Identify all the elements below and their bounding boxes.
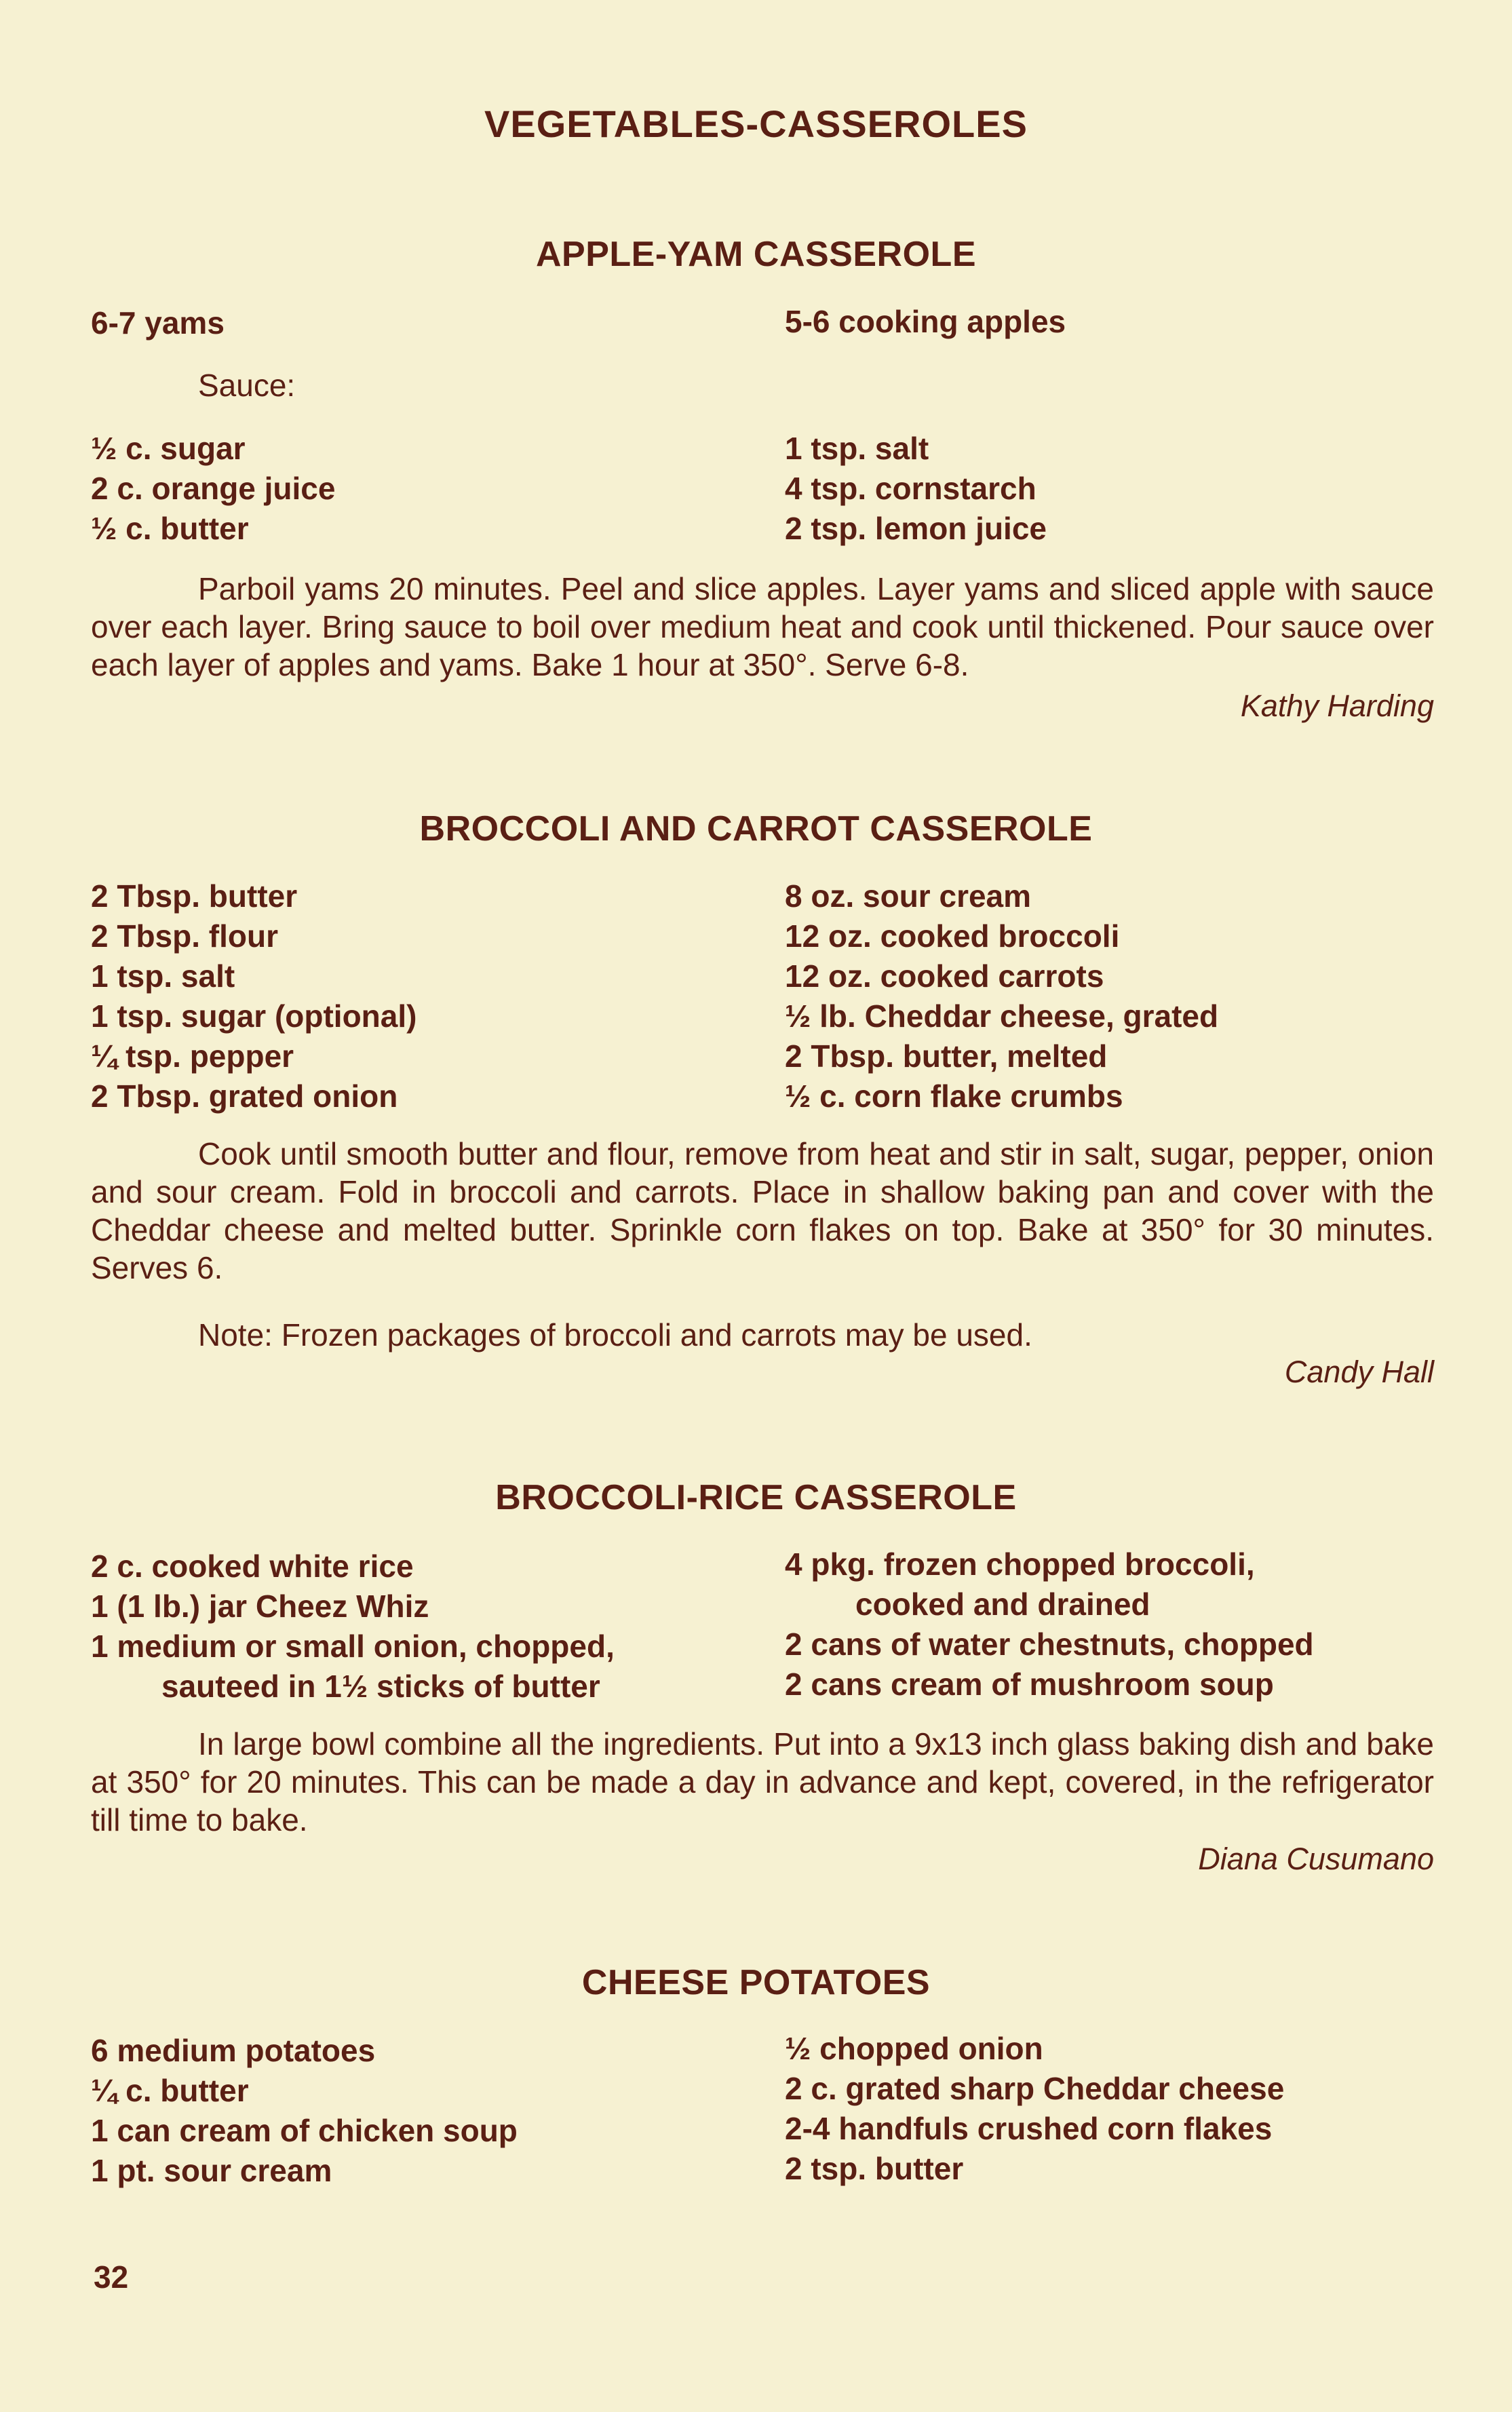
ingredient-item: ½ c. corn flake crumbs xyxy=(785,1078,1123,1114)
ingredients-top-right xyxy=(785,302,1066,342)
ingredient-item: 1 tsp. sugar (optional) xyxy=(91,998,417,1034)
directions xyxy=(91,1725,1434,1839)
ingredient-item: 1 medium or small onion, chopped, xyxy=(91,1629,615,1664)
ingredient-item: 1 (1 lb.) jar Cheez Whiz xyxy=(91,1589,429,1624)
recipe-author: Kathy Harding xyxy=(1240,688,1434,723)
ingredient-item: 1 tsp. salt xyxy=(785,431,929,466)
directions xyxy=(91,1135,1434,1287)
page-number: 32 xyxy=(94,2259,129,2295)
ingredients-right xyxy=(785,1544,1314,1705)
ingredients-right xyxy=(785,2029,1284,2189)
ingredients-left xyxy=(91,1547,615,1707)
ingredient-item: ½ chopped onion xyxy=(785,2031,1043,2066)
directions xyxy=(91,570,1434,684)
ingredients-left xyxy=(91,429,335,549)
page-title: VEGETABLES-CASSEROLES xyxy=(484,102,1028,145)
ingredient-item: 2 tsp. butter xyxy=(785,2151,964,2186)
directions-text: Parboil yams 20 minutes. Peel and slice apples. Layer yams and sliced apple with sauce over each layer. Bring sauce to boil over medium heat and cook until thickened. Pour sauce over each layer of apples and yams. Bake 1 hour at 350°. Serve 6-8. xyxy=(91,571,1434,682)
recipe-author: Diana Cusumano xyxy=(1198,1842,1434,1876)
ingredient-item: 1 pt. sour cream xyxy=(91,2153,332,2188)
recipe-title-apple-yam: APPLE-YAM CASSEROLE xyxy=(535,235,976,274)
ingredient-item: 8 oz. sour cream xyxy=(785,878,1032,914)
ingredients-right xyxy=(785,876,1218,1116)
ingredient-item: 2 cans of water chestnuts, chopped xyxy=(785,1627,1314,1662)
recipe-note: Note: Frozen packages of broccoli and carrots may be used. xyxy=(198,1317,1032,1353)
ingredient-item: ½ c. butter xyxy=(91,511,249,546)
ingredient-item: 6 medium potatoes xyxy=(91,2033,376,2068)
ingredients-right xyxy=(785,429,1047,549)
ingredient-item: 1 tsp. salt xyxy=(91,958,235,994)
ingredient-item: 1 can cream of chicken soup xyxy=(91,2113,518,2148)
ingredients-left xyxy=(91,876,416,1116)
ingredient-item: 4 pkg. frozen chopped broccoli, xyxy=(785,1547,1255,1582)
recipe-title-broccoli-rice: BROCCOLI-RICE CASSEROLE xyxy=(495,1478,1017,1517)
ingredient-item: ¼ c. butter xyxy=(91,2073,249,2108)
ingredient-item: 2 c. cooked white rice xyxy=(91,1549,414,1584)
ingredients-left xyxy=(91,2031,518,2191)
ingredient-item: 12 oz. cooked carrots xyxy=(785,958,1104,994)
ingredient-item: 2 Tbsp. butter xyxy=(91,878,298,914)
ingredient-item: 2 cans cream of mushroom soup xyxy=(785,1667,1274,1702)
ingredient-item: 5-6 cooking apples xyxy=(785,304,1066,339)
recipe-title-broccoli-carrot: BROCCOLI AND CARROT CASSEROLE xyxy=(419,809,1093,849)
ingredient-item: 2 c. grated sharp Cheddar cheese xyxy=(785,2071,1285,2106)
ingredient-item: 2 tsp. lemon juice xyxy=(785,511,1047,546)
ingredient-item: 2 Tbsp. grated onion xyxy=(91,1078,398,1114)
ingredient-item: 6-7 yams xyxy=(91,305,225,341)
ingredient-item: ¼ tsp. pepper xyxy=(91,1038,294,1074)
recipe-title-cheese-potatoes: CHEESE POTATOES xyxy=(581,1963,931,2002)
ingredient-item: 2 c. orange juice xyxy=(91,471,336,506)
ingredients-top-left xyxy=(91,303,225,343)
ingredient-item-continued: cooked and drained xyxy=(855,1587,1150,1622)
directions-text: Cook until smooth butter and flour, remove from heat and stir in salt, sugar, pepper, onion and sour cream. Fold in broccoli and carrots. Place in shallow baking pan and cover with the Cheddar cheese and melted butter. Sprinkle corn flakes on top. Bake at 350° for 30 minutes. Serves 6. xyxy=(91,1136,1434,1285)
ingredient-item-continued: sauteed in 1½ sticks of butter xyxy=(161,1669,600,1704)
ingredient-item: 2 Tbsp. butter, melted xyxy=(785,1038,1108,1074)
ingredient-item: ½ lb. Cheddar cheese, grated xyxy=(785,998,1219,1034)
ingredient-item: 2 Tbsp. flour xyxy=(91,918,278,954)
ingredient-item: 2-4 handfuls crushed corn flakes xyxy=(785,2111,1273,2146)
sauce-label: Sauce: xyxy=(198,368,296,403)
ingredient-item: 12 oz. cooked broccoli xyxy=(785,918,1120,954)
ingredient-item: 4 tsp. cornstarch xyxy=(785,471,1036,506)
directions-text: In large bowl combine all the ingredients. Put into a 9x13 inch glass baking dish and bake at 350° for 20 minutes. This can be made a day in advance and kept, covered, in the refrigerator till time to bake. xyxy=(91,1726,1434,1837)
recipe-author: Candy Hall xyxy=(1284,1355,1434,1389)
ingredient-item: ½ c. sugar xyxy=(91,431,246,466)
